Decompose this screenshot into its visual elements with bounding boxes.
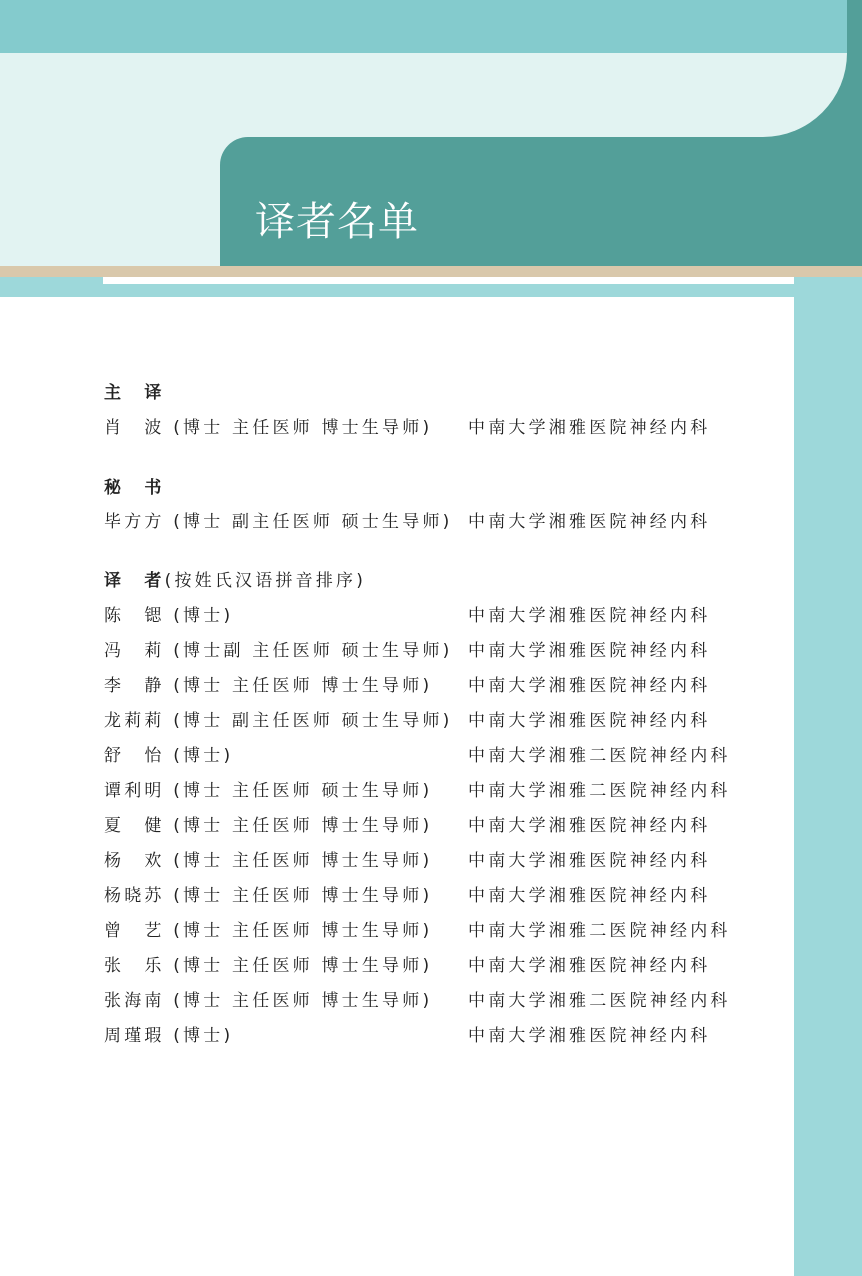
right-side-bar <box>794 277 862 1276</box>
list-item <box>104 954 432 978</box>
translator-affiliation: 中南大学湘雅二医院神经内科 <box>468 991 731 1011</box>
translator-affiliation: 中南大学湘雅医院神经内科 <box>468 1026 711 1046</box>
translator-name: 张海南 <box>104 991 165 1011</box>
translator-name: 谭利明 <box>104 781 165 801</box>
translator-title: (博士 主任医师 博士生导师) <box>173 991 433 1011</box>
translator-title: (博士 主任医师 博士生导师) <box>173 816 433 836</box>
translator-affiliation: 中南大学湘雅医院神经内科 <box>468 418 711 438</box>
list-item <box>104 884 432 908</box>
translator-title: (博士副 主任医师 硕士生导师) <box>173 641 453 661</box>
list-item <box>104 919 432 943</box>
header-light-panel-left <box>0 137 220 266</box>
translator-name: 陈 锶 <box>104 606 165 626</box>
header-top-band <box>0 0 847 53</box>
section-note: (按姓氏汉语拼音排序) <box>164 571 367 591</box>
page-title: 译者名单 <box>255 199 419 245</box>
section-heading <box>104 476 165 500</box>
section-heading <box>104 569 366 593</box>
translator-name: 杨 欢 <box>104 851 165 871</box>
list-item <box>104 510 453 534</box>
translator-affiliation: 中南大学湘雅二医院神经内科 <box>468 746 731 766</box>
translator-name: 张 乐 <box>104 956 165 976</box>
translator-title: (博士 主任医师 博士生导师) <box>173 418 433 438</box>
section-heading <box>104 381 165 405</box>
translator-name: 龙莉莉 <box>104 711 165 731</box>
translator-title: (博士 主任医师 博士生导师) <box>173 956 433 976</box>
translator-title: (博士 主任医师 博士生导师) <box>173 886 433 906</box>
list-item <box>104 639 453 663</box>
translator-title: (博士) <box>173 1026 234 1046</box>
list-item <box>104 814 432 838</box>
divider-white <box>103 277 794 284</box>
translator-name: 曾 艺 <box>104 921 165 941</box>
translator-title: (博士 副主任医师 硕士生导师) <box>173 711 453 731</box>
translator-affiliation: 中南大学湘雅医院神经内科 <box>468 956 711 976</box>
translator-affiliation: 中南大学湘雅医院神经内科 <box>468 816 711 836</box>
divider-tan <box>0 266 862 277</box>
translator-affiliation: 中南大学湘雅二医院神经内科 <box>468 781 731 801</box>
list-item <box>104 674 432 698</box>
list-item <box>104 709 453 733</box>
list-item <box>104 779 432 803</box>
list-item <box>104 989 432 1013</box>
translator-name: 杨晓苏 <box>104 886 165 906</box>
header-light-panel <box>0 53 847 137</box>
translator-name: 毕方方 <box>104 512 165 532</box>
translator-title: (博士) <box>173 606 234 626</box>
translator-affiliation: 中南大学湘雅医院神经内科 <box>468 606 711 626</box>
section-heading-text: 译 者 <box>104 571 165 591</box>
translator-affiliation: 中南大学湘雅医院神经内科 <box>468 676 711 696</box>
translator-title: (博士 主任医师 博士生导师) <box>173 851 433 871</box>
list-item <box>104 604 233 628</box>
translator-name: 夏 健 <box>104 816 165 836</box>
translator-title: (博士) <box>173 746 234 766</box>
section-heading-text: 主 译 <box>104 383 165 403</box>
translator-name: 舒 怡 <box>104 746 165 766</box>
list-item <box>104 849 432 873</box>
translator-affiliation: 中南大学湘雅医院神经内科 <box>468 641 711 661</box>
list-item <box>104 744 233 768</box>
translator-name: 周瑾瑕 <box>104 1026 165 1046</box>
translator-affiliation: 中南大学湘雅二医院神经内科 <box>468 921 731 941</box>
translator-affiliation: 中南大学湘雅医院神经内科 <box>468 851 711 871</box>
translator-affiliation: 中南大学湘雅医院神经内科 <box>468 512 711 532</box>
translator-title: (博士 主任医师 博士生导师) <box>173 676 433 696</box>
translator-title: (博士 主任医师 硕士生导师) <box>173 781 433 801</box>
translator-name: 李 静 <box>104 676 165 696</box>
translator-affiliation: 中南大学湘雅医院神经内科 <box>468 886 711 906</box>
translator-name: 肖 波 <box>104 418 165 438</box>
translator-title: (博士 主任医师 博士生导师) <box>173 921 433 941</box>
section-heading-text: 秘 书 <box>104 478 165 498</box>
translator-title: (博士 副主任医师 硕士生导师) <box>173 512 453 532</box>
translator-affiliation: 中南大学湘雅医院神经内科 <box>468 711 711 731</box>
list-item <box>104 416 432 440</box>
list-item <box>104 1024 233 1048</box>
translator-name: 冯 莉 <box>104 641 165 661</box>
